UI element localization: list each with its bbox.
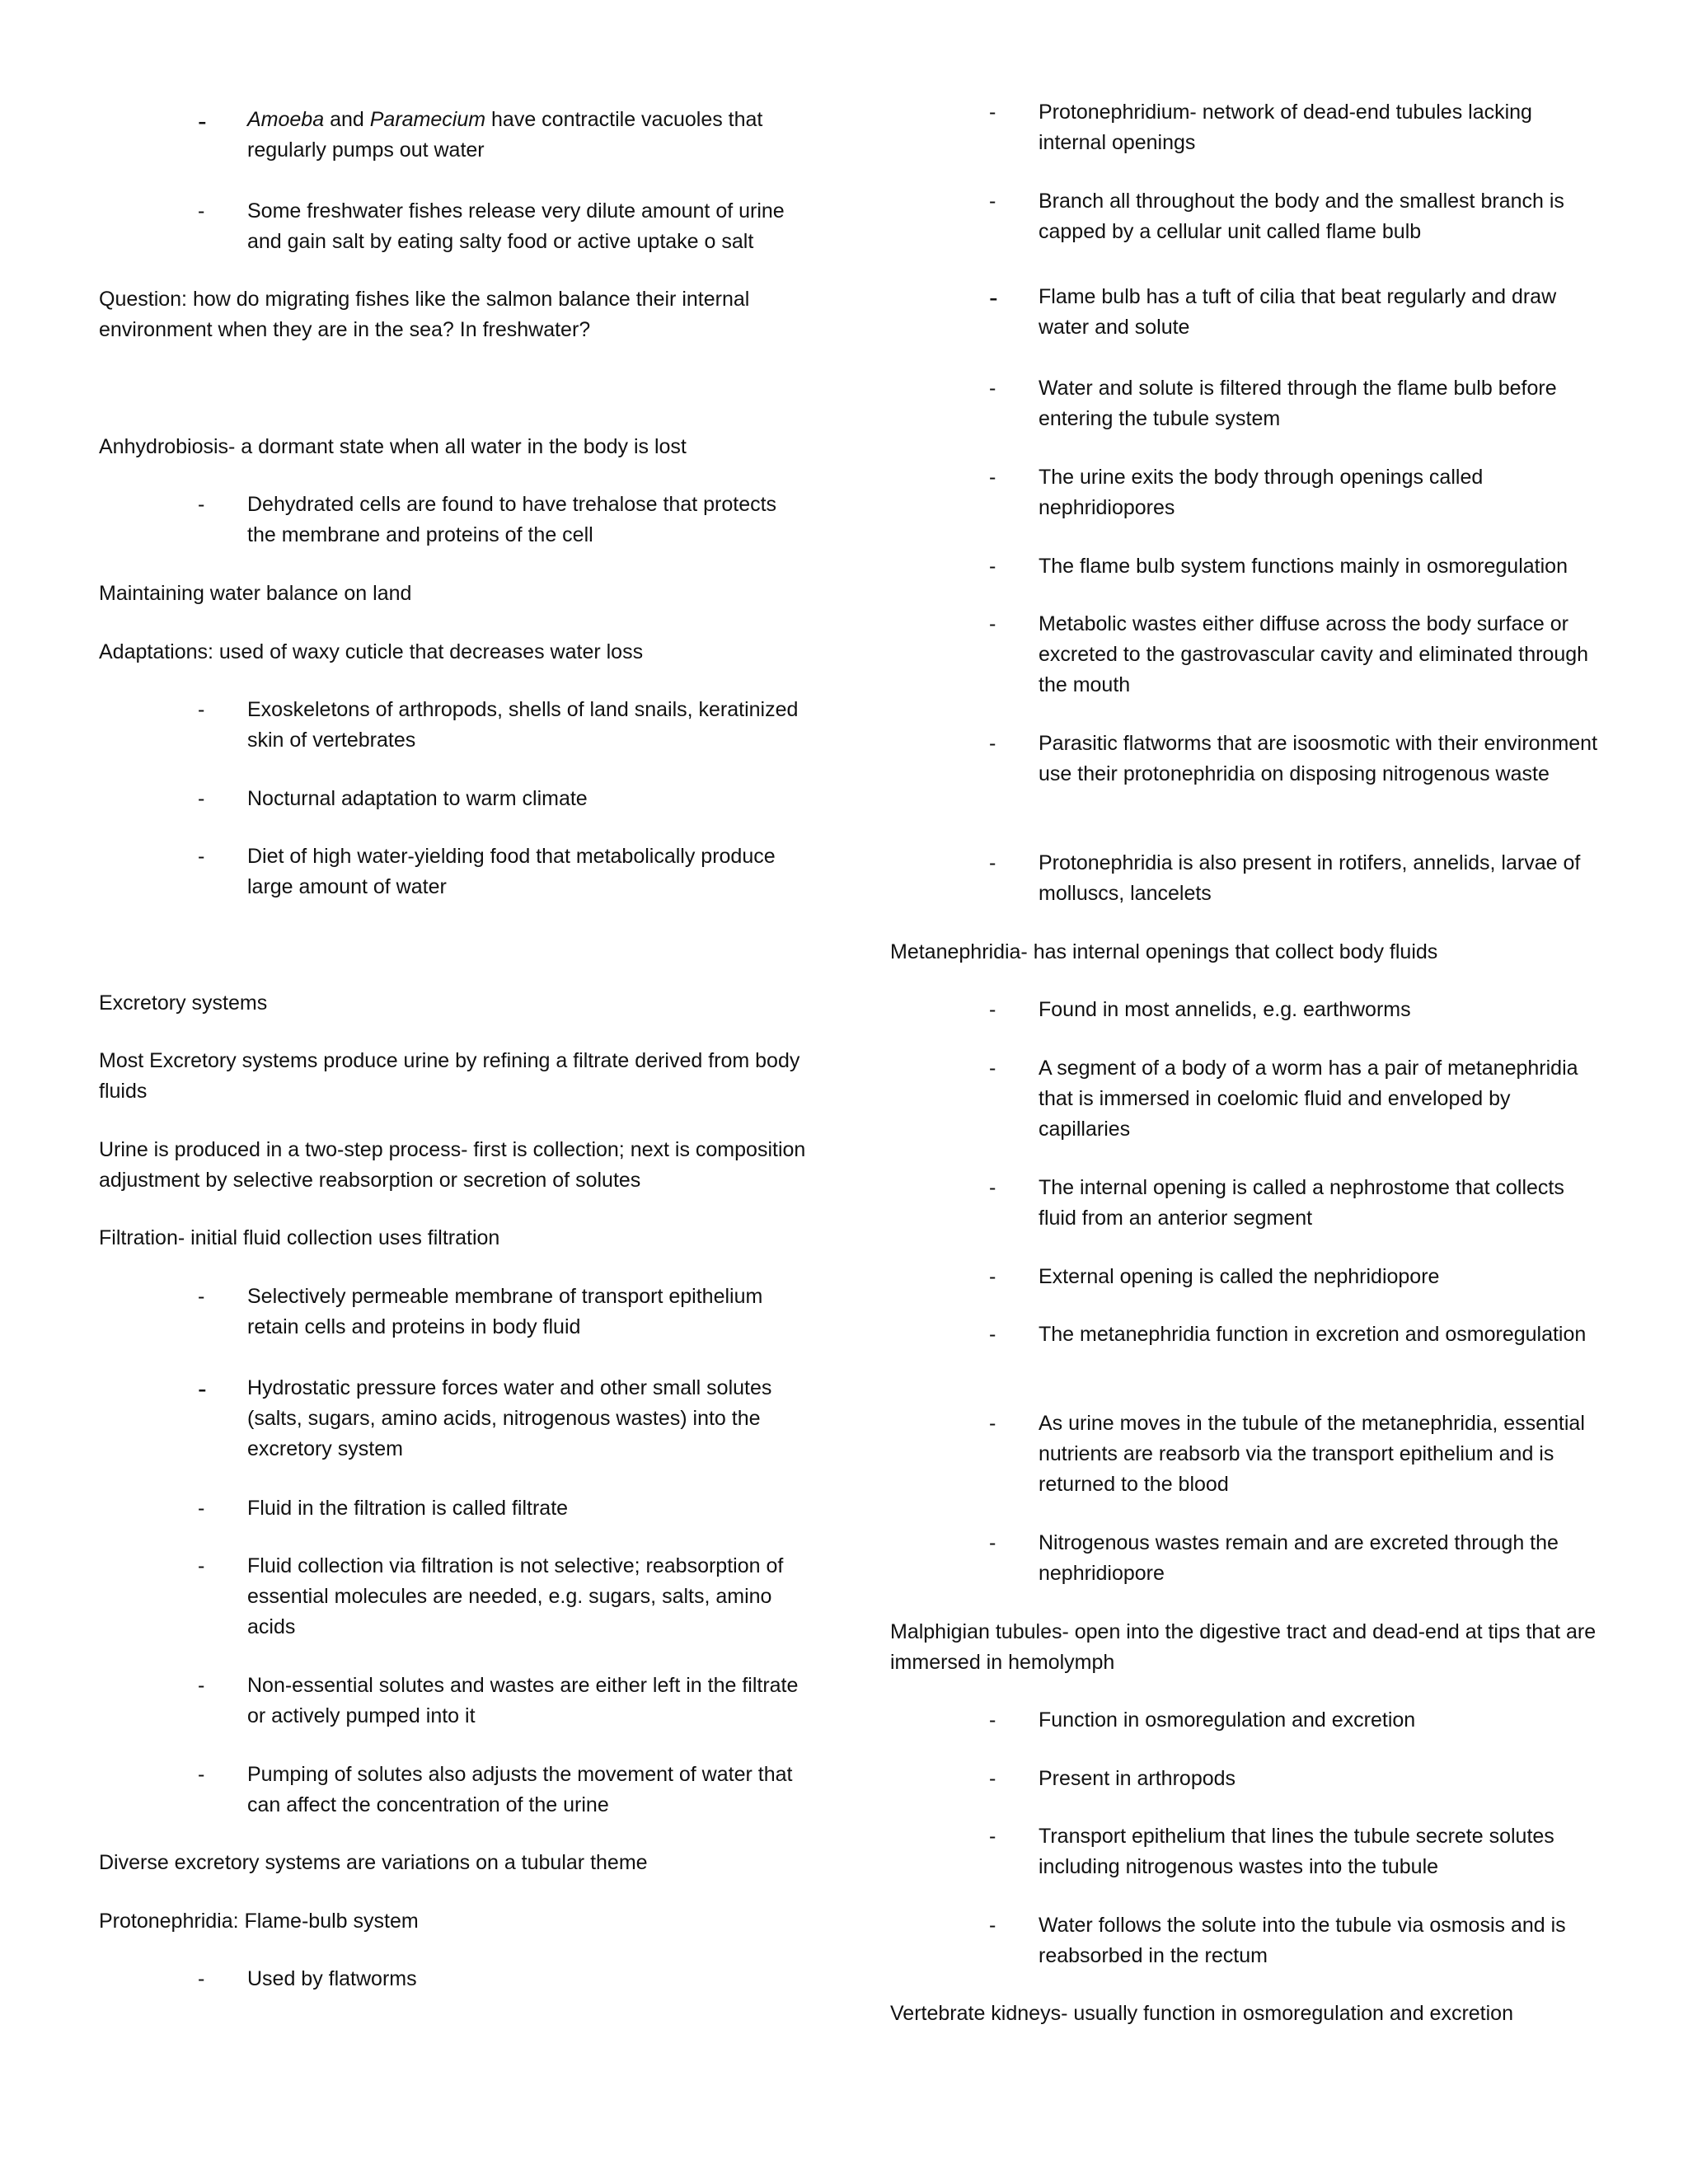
bullet-arthropods: Present in arthropods	[1039, 1767, 1236, 1790]
bullet-dash: -	[989, 377, 996, 400]
bullet-dash: -	[198, 698, 205, 721]
bullet-freshwater-fishes: Some freshwater fishes release very dilute amount of urine and gain salt by eating salty food or active uptake o salt	[247, 199, 785, 253]
urine-process-paragraph: Urine is produced in a two-step process- first is collection; next is composition adjustment by selective reabsorption or secretion of solutes	[99, 1138, 806, 1192]
bullet-external-opening: External opening is called the nephridiopore	[1039, 1265, 1440, 1288]
bullet-flatworms: Used by flatworms	[247, 1967, 417, 1990]
bullet-dash: -	[989, 612, 996, 635]
bullet-dash: -	[989, 1057, 996, 1080]
bullet-transport-epithelium: Transport epithelium that lines the tubule secrete solutes including nitrogenous wastes into the tubule	[1039, 1825, 1554, 1878]
bullet-nitrogenous-wastes-remain: Nitrogenous wastes remain and are excreted through the nephridiopore	[1039, 1531, 1559, 1585]
bullet-dash: -	[198, 1554, 205, 1577]
bullet-water-follows: Water follows the solute into the tubule via osmosis and is reabsorbed in the rectum	[1039, 1914, 1566, 1967]
bullet-water-solute-filtered: Water and solute is filtered through the flame bulb before entering the tubule system	[1039, 377, 1557, 430]
bullet-dash: -	[198, 1763, 205, 1786]
bullet-urine-exits: The urine exits the body through openings called nephridiopores	[1039, 466, 1484, 519]
anhydrobiosis-heading: Anhydrobiosis- a dormant state when all water in the body is lost	[99, 435, 687, 458]
bullet-dash: -	[989, 101, 996, 124]
bullet-dash: -	[198, 1967, 205, 1990]
filtration-heading: Filtration- initial fluid collection uses filtration	[99, 1226, 500, 1249]
bullet-filtrate: Fluid in the filtration is called filtrate	[247, 1497, 569, 1520]
bullet-hydrostatic-pressure: Hydrostatic pressure forces water and other small solutes (salts, sugars, amino acids, nitrogenous wastes) into the excretory system	[247, 1376, 772, 1460]
bullet-dash: -	[989, 1914, 996, 1937]
bullet-nephrostome: The internal opening is called a nephrostome that collects fluid from an anterior segment	[1039, 1176, 1564, 1230]
bullet-dash: -	[989, 555, 996, 578]
question-paragraph: Question: how do migrating fishes like the salmon balance their internal environment when they are in the sea? In freshwater?	[99, 288, 750, 341]
bullet-trehalose: Dehydrated cells are found to have trehalose that protects the membrane and proteins of the cell	[247, 493, 777, 546]
bullet-protonephridia-present: Protonephridia is also present in rotifers, annelids, larvae of molluscs, lancelets	[1039, 851, 1581, 905]
bullet-dash: -	[989, 1767, 996, 1790]
bullet-branch: Branch all throughout the body and the smallest branch is capped by a cellular unit called flame bulb	[1039, 190, 1564, 243]
bullet-pumping-solutes: Pumping of solutes also adjusts the movement of water that can affect the concentration of the urine	[247, 1763, 793, 1816]
bullet-dash: -	[198, 106, 207, 136]
bullet-parasitic-flatworms: Parasitic flatworms that are isoosmotic with their environment use their protonephridia on disposing nitrogenous waste	[1039, 732, 1598, 785]
bullet-exoskeletons: Exoskeletons of arthropods, shells of land snails, keratinized skin of vertebrates	[247, 698, 799, 752]
bullet-nocturnal: Nocturnal adaptation to warm climate	[247, 787, 588, 810]
bullet-dash: -	[198, 1285, 205, 1308]
bullet-dash: -	[989, 1323, 996, 1346]
bullet-diet: Diet of high water-yielding food that metabolically produce large amount of water	[247, 845, 776, 898]
bullet-non-essential: Non-essential solutes and wastes are either left in the filtrate or actively pumped into it	[247, 1674, 799, 1727]
bullet-flame-bulb-cilia: Flame bulb has a tuft of cilia that beat regularly and draw water and solute	[1039, 285, 1557, 339]
bullet-protonephridium: Protonephridium- network of dead-end tubules lacking internal openings	[1039, 101, 1532, 154]
bullet-flame-bulb-osmoregulation: The flame bulb system functions mainly in osmoregulation	[1039, 555, 1568, 578]
bullet-dash: -	[989, 283, 998, 312]
bullet-metanephridia-function: The metanephridia function in excretion and osmoregulation	[1039, 1323, 1587, 1346]
bullet-dash: -	[989, 1412, 996, 1435]
bullet-dash: -	[198, 787, 205, 810]
water-balance-land-heading: Maintaining water balance on land	[99, 582, 412, 605]
adaptations-paragraph: Adaptations: used of waxy cuticle that decreases water loss	[99, 640, 644, 663]
bullet-not-selective: Fluid collection via filtration is not selective; reabsorption of essential molecules are needed, e.g. sugars, salts, amino acids	[247, 1554, 784, 1638]
bullet-metabolic-wastes: Metabolic wastes either diffuse across the body surface or excreted to the gastrovascular cavity and eliminated through the mouth	[1039, 612, 1589, 696]
bullet-dash: -	[198, 845, 205, 868]
bullet-dash: -	[989, 732, 996, 755]
bullet-annelids: Found in most annelids, e.g. earthworms	[1039, 998, 1411, 1021]
vertebrate-kidneys-heading: Vertebrate kidneys- usually function in osmoregulation and excretion	[890, 2002, 1513, 2025]
bullet-dash: -	[989, 1708, 996, 1732]
bullet-dash: -	[198, 1497, 205, 1520]
bullet-dash: -	[198, 493, 205, 516]
bullet-dash: -	[989, 1531, 996, 1554]
bullet-dash: -	[198, 1674, 205, 1697]
bullet-dash: -	[198, 199, 205, 223]
bullet-dash: -	[989, 1825, 996, 1848]
bullet-dash: -	[989, 1176, 996, 1199]
bullet-dash: -	[989, 998, 996, 1021]
bullet-dash: -	[989, 1265, 996, 1288]
metanephridia-heading: Metanephridia- has internal openings that collect body fluids	[890, 940, 1438, 963]
bullet-permeable-membrane: Selectively permeable membrane of transport epithelium retain cells and proteins in body fluid	[247, 1285, 763, 1338]
bullet-segment-worm: A segment of a body of a worm has a pair of metanephridia that is immersed in coelomic fluid and enveloped by capillaries	[1039, 1057, 1578, 1141]
most-excretory-paragraph: Most Excretory systems produce urine by refining a filtrate derived from body fluids	[99, 1049, 800, 1103]
malphigian-heading: Malphigian tubules- open into the digestive tract and dead-end at tips that are immersed in hemolymph	[890, 1620, 1597, 1674]
bullet-dash: -	[989, 466, 996, 489]
bullet-urine-moves: As urine moves in the tubule of the metanephridia, essential nutrients are reabsorb via the transport epithelium and is returned to the blood	[1039, 1412, 1585, 1496]
bullet-dash: -	[989, 851, 996, 874]
diverse-systems-paragraph: Diverse excretory systems are variations on a tubular theme	[99, 1851, 648, 1874]
protonephridia-heading: Protonephridia: Flame-bulb system	[99, 1910, 419, 1933]
bullet-function-osmoregulation: Function in osmoregulation and excretion	[1039, 1708, 1416, 1732]
bullet-contractile-vacuoles: Amoeba and Paramecium have contractile vacuoles that regularly pumps out water	[247, 108, 763, 162]
bullet-dash: -	[198, 1374, 207, 1404]
excretory-systems-heading: Excretory systems	[99, 991, 268, 1015]
bullet-dash: -	[989, 190, 996, 213]
